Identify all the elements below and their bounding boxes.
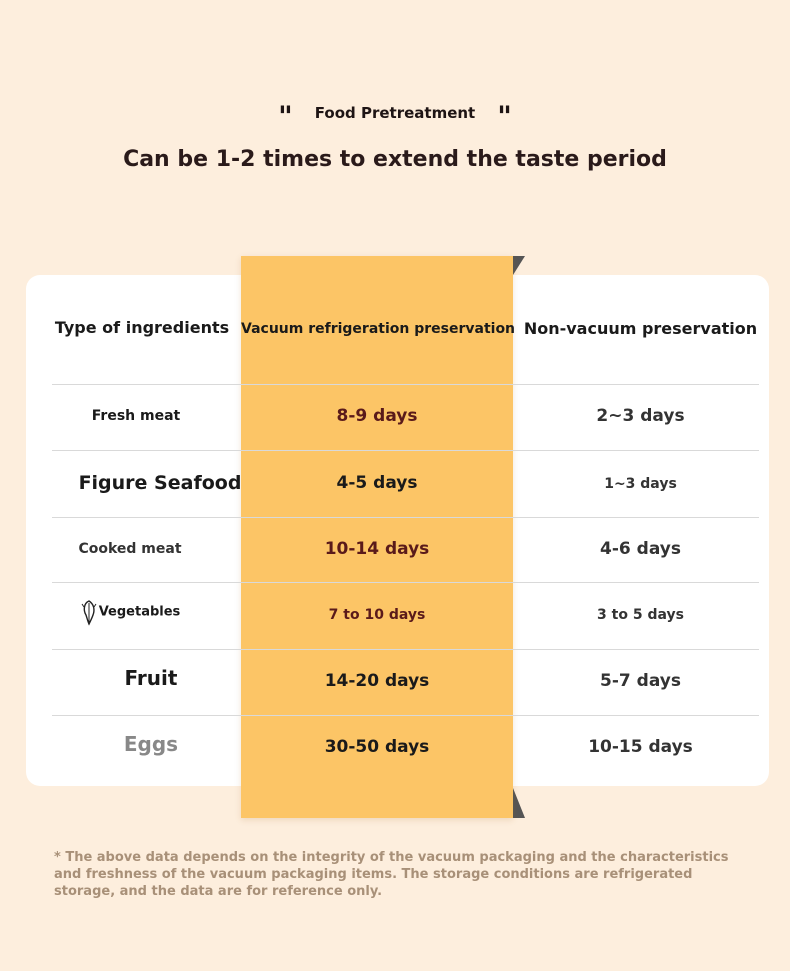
ingredient-vegetables (30, 598, 230, 626)
row-divider (52, 450, 759, 451)
vacuum-seafood: 4-5 days (336, 473, 418, 493)
ingredient-cooked-meat: Cooked meat (78, 541, 182, 557)
vacuum-column-highlight (241, 256, 516, 818)
column-header-vacuum: Vacuum refrigeration preservation (241, 321, 516, 337)
ingredient-fresh-meat: Fresh meat (91, 408, 181, 424)
vacuum-fruit: 14-20 days (324, 671, 430, 691)
vacuum-fresh-meat: 8-9 days (336, 406, 418, 426)
row-divider (52, 517, 759, 518)
vegetable-icon (80, 598, 98, 626)
close-quote: " (497, 100, 512, 133)
non-vacuum-cooked-meat: 4-6 days (600, 539, 681, 559)
ingredient-fruit: Fruit (124, 666, 178, 690)
non-vacuum-eggs: 10-15 days (588, 737, 693, 757)
subtitle-text: Food Pretreatment (314, 104, 476, 122)
open-quote: " (278, 100, 293, 133)
ribbon-fold-bottom (513, 788, 525, 818)
vacuum-vegetables: 7 to 10 days (328, 607, 426, 623)
row-divider (52, 649, 759, 650)
page-headline: Can be 1-2 times to extend the taste period (123, 147, 667, 172)
ingredient-vegetables-label: Vegetables (98, 604, 181, 620)
non-vacuum-fresh-meat: 2~3 days (596, 406, 685, 426)
ingredient-seafood: Figure Seafood (78, 472, 242, 494)
column-header-ingredient: Type of ingredients (54, 318, 230, 337)
non-vacuum-fruit: 5-7 days (600, 671, 681, 691)
row-divider (52, 582, 759, 583)
header-subtitle (0, 100, 790, 133)
non-vacuum-vegetables: 3 to 5 days (597, 607, 684, 623)
vacuum-cooked-meat: 10-14 days (324, 539, 430, 559)
vacuum-eggs: 30-50 days (324, 737, 430, 757)
row-divider (52, 715, 759, 716)
ribbon-fold-top (513, 256, 525, 275)
non-vacuum-seafood: 1~3 days (604, 476, 677, 492)
footnote: * The above data depends on the integrity of the vacuum packaging and the characteristics and freshness of the vacuum packaging items. The storage conditions are refrigerated storage, and the data are for reference only. (54, 850, 729, 899)
column-header-non-vacuum: Non-vacuum preservation (523, 319, 758, 338)
row-divider (52, 384, 759, 385)
ingredient-eggs: Eggs (123, 732, 179, 756)
